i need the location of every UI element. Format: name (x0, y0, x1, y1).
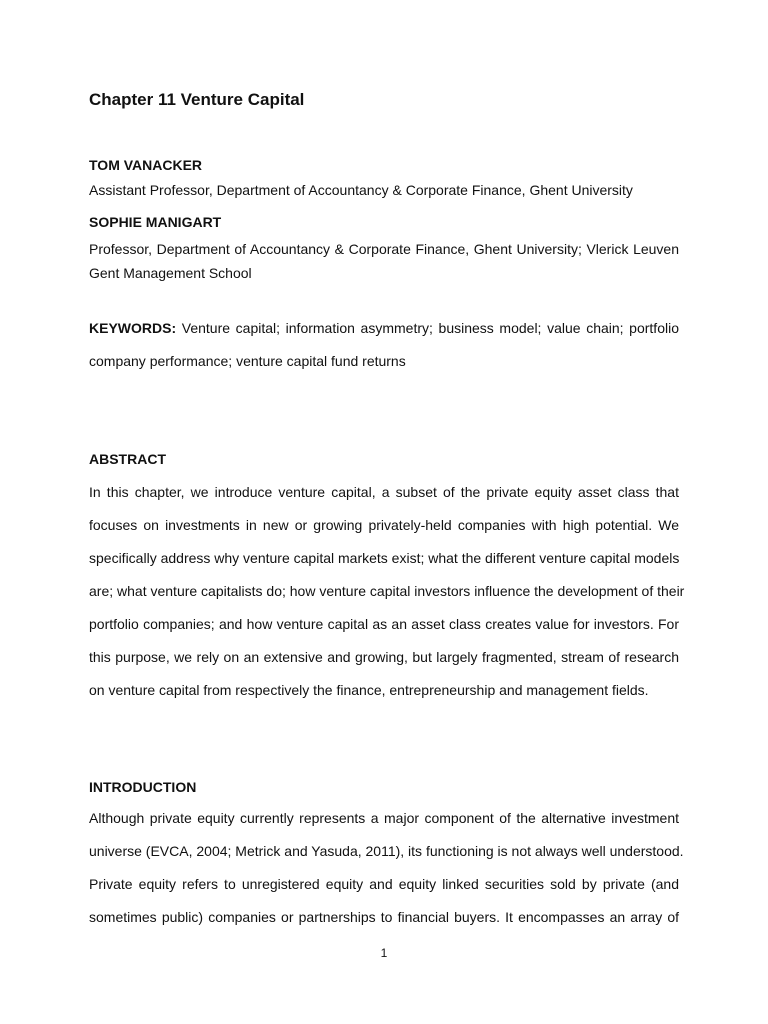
author-affiliation-1: Assistant Professor, Department of Accountancy & Corporate Finance, Ghent University (89, 182, 633, 198)
page-number: 1 (380, 946, 388, 960)
affiliation-line: Professor, Department of Accountancy & Corporate Finance, Ghent University; Vlerick Leuven (89, 241, 679, 257)
abstract-line: on venture capital from respectively the finance, entrepreneurship and management fields. (89, 682, 649, 698)
abstract-line: this purpose, we rely on an extensive and growing, but largely fragmented, stream of research (89, 649, 679, 665)
chapter-title: Chapter 11 Venture Capital (89, 90, 305, 109)
keywords-label: KEYWORDS: (89, 320, 177, 336)
introduction-body (89, 802, 684, 934)
abstract-line: are; what venture capitalists do; how venture capital investors influence the development of their (89, 583, 685, 599)
abstract-line: focuses on investments in new or growing privately-held companies with high potential. We (89, 517, 679, 533)
keywords-line (89, 312, 679, 345)
keywords-text: Venture capital; information asymmetry; business model; value chain; portfolio (181, 320, 679, 336)
introduction-line: Private equity refers to unregistered equity and equity linked securities sold by private (and (89, 876, 679, 892)
introduction-heading: INTRODUCTION (89, 779, 197, 795)
affiliation-line: Gent Management School (89, 265, 252, 281)
keywords-line: company performance; venture capital fund returns (89, 353, 406, 369)
abstract-body (89, 476, 685, 707)
author-name-1: TOM VANACKER (89, 157, 203, 173)
abstract-line: portfolio companies; and how venture capital as an asset class creates value for investors. For (89, 616, 679, 632)
abstract-line: specifically address why venture capital markets exist; what the different venture capital models (89, 550, 680, 566)
introduction-line: sometimes public) companies or partnerships to financial buyers. It encompasses an array of (89, 909, 679, 925)
abstract-heading: ABSTRACT (89, 451, 166, 467)
author-name-2: SOPHIE MANIGART (89, 214, 222, 230)
introduction-line: universe (EVCA, 2004; Metrick and Yasuda, 2011), its functioning is not always well understood. (89, 843, 684, 859)
keywords-block (89, 312, 679, 378)
author-affiliation-2 (89, 237, 679, 285)
introduction-line: Although private equity currently represents a major component of the alternative investment (89, 810, 679, 826)
abstract-line: In this chapter, we introduce venture capital, a subset of the private equity asset class that (89, 484, 679, 500)
